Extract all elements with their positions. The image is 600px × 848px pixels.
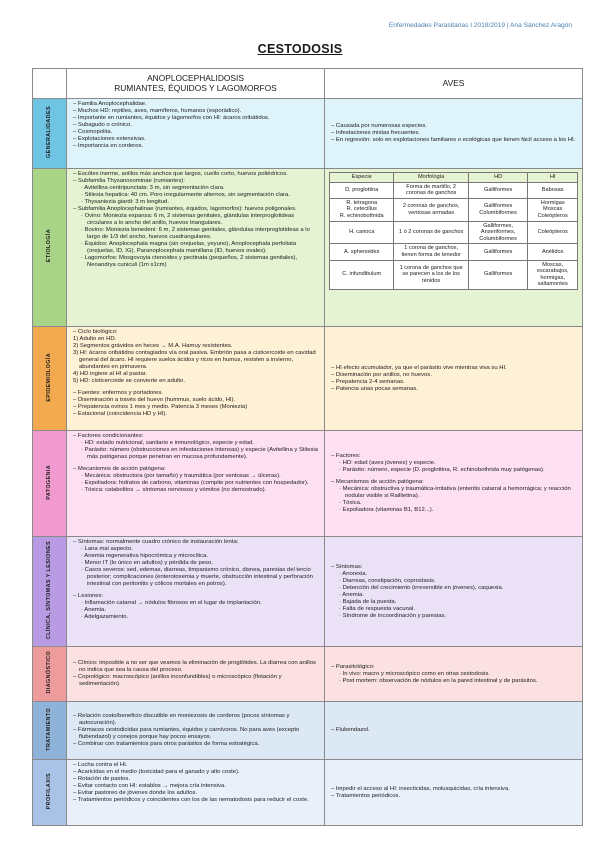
list-item: – Diseminación a través del huevo (hummus, suelo ácido, HI). [73,397,236,403]
list-item: – Diseminación por anillos, no huevos. [331,371,432,378]
list-item: · Anorexia. [339,570,368,577]
list-item: · Tóxica: catabolitos → síntomas nerviosos y vómitos (no demostrado). [81,487,267,493]
list-item: – Cosmopolita. [73,129,113,135]
list-item: · Lagomorfos: Mosgovoyia ctenoides y pectinata (pequeños, 2 sistemas genitales), Neoandrya cuniculi (1m x1cm) [81,255,298,268]
species-table-row [330,244,578,260]
list-item: – Fuentes: enfermos y portadores. [73,390,164,396]
generalidades-left [67,99,325,169]
list-item: – Evitar contacto con HI: establos → mejora cría intensiva. [73,783,226,789]
species-table-cell: Galliformes [468,182,528,198]
list-item: – Importancia en corderos. [73,143,144,149]
species-table-cell: Anélidos [528,244,578,260]
list-item: – Acaricidas en el medio (toxicidad para el ganado y alto coste). [73,769,240,775]
list-item: – Causada por numerosas especies. [331,123,427,129]
clinica-right [325,537,583,647]
list-item: · Casos severos: sed, edemas, diarreas, timpanismo crónico, disnea, paresias del tercio posterior; complicaciones (enterotoxemia y muerte, obstrucción intestinal y perforación intestinal con peritonitis y cólicos mortales en potros). [81,567,313,587]
species-table-cell: Coleópteros [528,221,578,244]
column-header-title: ANOPLOCEPHALIDOSIS [147,72,244,83]
patogenia-right [325,431,583,537]
list-item: – Lucha contra el HI. [73,762,128,768]
species-table-row [330,182,578,198]
page-title: CESTODOSIS [257,42,343,56]
list-item: · Anemia. [81,607,106,613]
species-table-row [330,260,578,289]
list-item: · Expoliadora (vitaminas B1, B12...). [339,507,434,513]
clinica-left [67,537,325,647]
list-item: · Síndrome de incoordinación y paresias. [339,612,447,619]
list-item: – Síntomas: [331,563,363,570]
patogenia-left [67,431,325,537]
species-table-row [330,221,578,244]
list-item: · Bovino: Moniezia benedeni: 6 m, 2 sistemas genitales, glándulas interproglotideas a lo largo de 1/3 del ancho, huevos cuadrangulares. [81,227,310,240]
species-table-cell: Especie [330,173,394,183]
species-table-cell: H. carioca [330,221,394,244]
row-generalidades [33,99,583,169]
list-item: – Evitar pastoreo de jóvenes donde los adultos. [73,790,198,796]
species-table-cell: Hormigas Moscas Coleópteros [528,198,578,221]
list-item: – Coprológico: macroscópico (anillos inconfundibles) o microscópico (flotación y sedimentación). [73,674,282,687]
list-item: – Factores: [331,453,361,459]
row-label-epidemiologia: EPIDEMIOLOGÍA [33,327,67,431]
list-item: · HD: estado nutricional, sanitario e inmunológico, especie y edad. [81,440,254,446]
list-item: · Adelgazamiento. [81,614,129,620]
corner-cell [33,69,67,99]
list-item: – Mecanismos de acción patógena: [331,479,424,485]
epidemiologia-left [67,327,325,431]
species-table-cell: Galliformes Columbiformes [468,198,528,221]
list-item: – HI efecto acumulador, ya que el parásito vive mientras viva su HI. [331,364,507,371]
list-item: – Escólex inerme, anillos más anchos que largos, cuello corto, huevos poliédricos. [73,171,288,177]
tratamiento-right [325,702,583,760]
list-item: – Relación costo/beneficio discutible en moniezosis de corderos (pocos síntomas y autocuración). [73,713,290,726]
list-item: – Fármacos cestodicidas para rumiantes, équidos y carnívoros. No para aves (excepto flubendazol) y conejos porque hay pocos ensayos. [73,727,300,740]
list-item: – Subfamilia Anoplocephalinae (rumiantes, équidos, lagomorfos): huevos poligonales. [73,206,297,212]
list-item: · Parásito: número, especie (D. proglottina, R. echinobothrida muy patógenas). [339,467,545,473]
row-epidemiologia [33,327,583,431]
species-table-cell: 1 ó 2 coronas de ganchos [394,221,468,244]
species-table-cell: HI [528,173,578,183]
list-item: 3) HI: ácaros oribátidos contagiados vía oral pasiva. Embrión pasa a cisticercoide en cavidad general del ácaro. HI requiere suelos ácidos y ricos en humus, resisten a invierno, abundantes en primavera. [73,350,316,370]
list-item: · Thysaniezia giardi: 3 m longitud. [81,199,169,205]
species-table-cell: Galliformes [468,260,528,289]
list-item: – Factores condicionantes: [73,433,144,439]
list-item: – Infestaciones mixtas frecuentes. [331,130,421,136]
list-item: – Prepatencia 2-4 semanas. [331,378,405,385]
species-table-cell: C. infundibulum [330,260,394,289]
list-item: · Avitellina centripunctata: 3 m, sin segmentación clara. [81,185,225,191]
species-table-cell: R. tetragona R. cetecillus R. echinobothrida [330,198,394,221]
list-item: · Équidos: Anoplocephala magna (sin orejuelas, yeyuno), Anoplocephala perfoliata (orejuelas, ID, IG), Paranoplocephala mamillana (ID, huevos ovales). [81,241,297,254]
list-item: – Estacional (coincidencia HD y HI). [73,411,167,417]
list-item: – Rotación de pastos. [73,776,130,782]
list-item: – Ciclo biológico: [73,329,118,335]
species-table-row [330,198,578,221]
species-table-cell: 1 corona de ganchos que se parecen a los de los ténidos [394,260,468,289]
list-item: · Lana mal aspecto. [81,546,133,552]
list-item: · Post mortem: observación de nódulos en la pared intestinal y de parásitos. [339,677,538,684]
column-header-aves: AVES [325,69,583,99]
row-diagnostico [33,647,583,702]
row-label-generalidades: GENERALIDADES [33,99,67,169]
list-item: · Tóxica. [339,500,362,506]
list-item: · Detención del crecimiento (irreversible en jóvenes), caquexia. [339,584,504,591]
list-item: – Impedir el acceso al HI: insecticidas, molusquicidas, cría intensiva. [331,785,510,792]
profilaxis-left [67,760,325,826]
list-item: · Parásito: número (obstrucciones en infestaciones intensas) y especie (Avitellina y Stilesia más patógenas porque penetran en mucosa profundamente). [81,447,318,460]
list-item: · Expoliadora: hidratos de carbono, vitaminas (compite por nutrientes con hospedador). [81,480,309,486]
list-item: 5) HD: cisticercoide se convierte en adulto. [73,378,185,384]
list-item: – Tratamientos periódicos. [331,792,401,799]
row-tratamiento [33,702,583,760]
list-item: · Stilesia hepatica: 40 cm. Poro irregularmente alternos, sin segmentación clara. [81,192,290,198]
list-item: – Subagudo o crónico. [73,122,132,128]
species-table-cell: 2 coronas de ganchos, ventosas armadas [394,198,468,221]
species-table-cell: Galliformes, Anseriformes, Columbiformes [468,221,528,244]
list-item: – Tratamientos periódicos y coincidentes con los de las nematodosis para reducir el coste. [73,797,309,803]
species-table-cell: D. proglottina [330,182,394,198]
list-item: – Familia Anoplocephalidae. [73,101,147,107]
profilaxis-right [325,760,583,826]
row-label-diagnostico: DIAGNÓSTICO [33,647,67,702]
list-item: – Explotaciones extensivas. [73,136,146,142]
list-item: 4) HD ingiere al HI al pastar. [73,371,147,377]
list-item: – Combinar con tratamientos para otros parásitos de forma estratégica. [73,741,260,747]
etiologia-left [67,169,325,327]
row-label-patogenia: PATOGENIA [33,431,67,537]
list-item: · In vivo: macro y microscópico como en otras cestodosis. [339,670,490,677]
species-table-cell: Moscas, escarabajos, hormigas, saltamontes [528,260,578,289]
list-item: · Anemia. [339,591,364,598]
epidemiologia-right [325,327,583,431]
species-table-cell: 1 corona de ganchos, tienen forma de tenedor [394,244,468,260]
column-header-subtitle: RUMIANTES, ÉQUIDOS Y LAGOMORFOS [114,82,277,93]
list-item: · Mecánica: obstructora (por tamaño) y traumática (por ventosas → úlceras). [81,473,281,479]
species-table-header [330,173,578,183]
list-item: – Parasitológico: [331,663,375,670]
aves-species-table [329,172,578,290]
diagnostico-right [325,647,583,702]
species-table-cell: Galliformes [468,244,528,260]
list-item: – Flubendazol. [331,727,370,733]
species-table-cell: Forma de martillo, 2 coronas de ganchos [394,182,468,198]
row-profilaxis [33,760,583,826]
list-item: – Lesiones: [73,593,104,599]
list-item: · Inflamación catarral → nódulos fibrosos en el lugar de implantación. [81,600,262,606]
list-item: – Mecanismos de acción patógena: [73,466,166,472]
species-table-cell: Babosas [528,182,578,198]
row-label-etiologia: ETIOLOGÍA [33,169,67,327]
list-item: · Menor IT (lo único en adultos) y pérdida de peso. [81,560,213,566]
row-label-clinica: CLÍNICA, SÍNTOMAS Y LESIONES [33,537,67,647]
list-item: 2) Segmentos grávidos en heces → M.A. Hamuy resistentes. [73,343,233,349]
list-item: – Clínico: imposible a no ser que veamos la eliminación de proglótides. La diarrea con anillos no indica que sea la causa del proceso. [73,660,316,673]
row-patogenia [33,431,583,537]
list-item: · Bajada de la puesta. [339,598,397,605]
list-item: – Importante en rumiantes, équidos y lagomorfos con HI: ácaros oribátidos. [73,115,270,121]
row-label-profilaxis: PROFILAXIS [33,760,67,826]
list-item: – Muchos HD: reptiles, aves, mamíferos, humanos (esporádico). [73,108,242,114]
list-item: 1) Adulto en HD. [73,336,117,342]
list-item: · HD: edad (aves jóvenes) y especie. [339,460,436,466]
list-item: · Mecánica: obstructiva y traumática-irritativa (enteritis catarral a hemorrágica; y reacción nodular visible si Raillietina). [339,486,571,499]
list-item: – Síntomas: normalmente cuadro crónico de instauración lenta: [73,539,239,545]
row-label-tratamiento: TRATAMIENTO [33,702,67,760]
tratamiento-left [67,702,325,760]
list-item: – Patencia unas pocas semanas. [331,385,418,392]
diagnostico-left [67,647,325,702]
etiologia-right [325,169,583,327]
list-item: · Anemia regenerativa hipocrómica y microcítica. [81,553,209,559]
list-item: – Prepatencia ovinos 1 mes y medio. Patencia 3 meses (Moniezia) [73,404,248,410]
list-item: · Ovino: Moniezia expansa: 6 m, 2 sistemas genitales, glándulas interproglotideas circulares a lo ancho del anillo, huevos triangulares. [81,213,295,226]
generalidades-right [325,99,583,169]
list-item: · Diarreas, constipación, coprostasis. [339,577,436,584]
column-header-anoplocephalidosis [67,69,325,99]
row-etiologia [33,169,583,327]
page-header: Enfermedades Parasitarias I 2018/2019 | Ana Sánchez Aragón [388,22,572,29]
list-item: · Falta de respuesta vacunal. [339,605,415,612]
cestodosis-table [32,68,583,826]
list-item: – Subfamilia Thysanosominae (rumiantes): [73,178,185,184]
species-table-cell: A. sphenoides [330,244,394,260]
row-clinica [33,537,583,647]
species-table-cell: HD [468,173,528,183]
list-item: – En regresión: solo en explotaciones familiares o ecológicas que tienen fácil acceso a los HI. [331,137,576,143]
species-table-cell: Morfología [394,173,468,183]
